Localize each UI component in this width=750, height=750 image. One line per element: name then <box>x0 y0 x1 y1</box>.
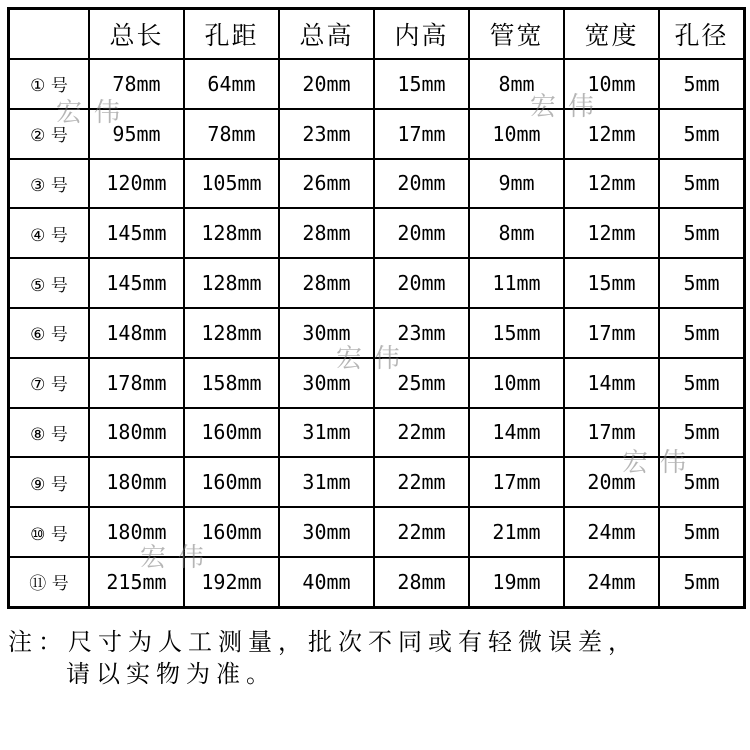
cell-hole-diameter: 5mm <box>659 109 744 159</box>
header-hole-spacing: 孔距 <box>184 9 279 59</box>
row-label: ⑦ 号 <box>9 358 89 408</box>
table-row <box>9 408 744 458</box>
cell-inner-height: 15mm <box>374 59 469 109</box>
cell-hole-spacing: 128mm <box>184 208 279 258</box>
cell-total-height: 28mm <box>279 258 374 308</box>
cell-tube-width: 15mm <box>469 308 564 358</box>
cell-width: 20mm <box>564 457 659 507</box>
cell-total-length: 145mm <box>89 258 184 308</box>
header-tube-width: 管宽 <box>469 9 564 59</box>
cell-inner-height: 22mm <box>374 408 469 458</box>
cell-inner-height: 28mm <box>374 557 469 607</box>
cell-tube-width: 10mm <box>469 109 564 159</box>
watermark: 宏伟 <box>140 543 217 573</box>
watermark: 宏伟 <box>622 448 699 478</box>
header-total-height: 总高 <box>279 9 374 59</box>
row-label: ⑤ 号 <box>9 258 89 308</box>
row-label: ② 号 <box>9 109 89 159</box>
cell-hole-spacing: 160mm <box>184 457 279 507</box>
cell-total-height: 30mm <box>279 308 374 358</box>
cell-inner-height: 22mm <box>374 507 469 557</box>
header-width: 宽度 <box>564 9 659 59</box>
cell-total-height: 28mm <box>279 208 374 258</box>
row-label: ⑨ 号 <box>9 457 89 507</box>
cell-width: 14mm <box>564 358 659 408</box>
watermark: 宏伟 <box>56 98 133 128</box>
cell-inner-height: 25mm <box>374 358 469 408</box>
cell-tube-width: 17mm <box>469 457 564 507</box>
cell-tube-width: 8mm <box>469 208 564 258</box>
table-row <box>9 557 744 607</box>
header-inner-height: 内高 <box>374 9 469 59</box>
cell-inner-height: 17mm <box>374 109 469 159</box>
table-row <box>9 59 744 109</box>
cell-hole-spacing: 128mm <box>184 308 279 358</box>
table-row <box>9 358 744 408</box>
cell-hole-diameter: 5mm <box>659 358 744 408</box>
watermark: 宏伟 <box>336 344 413 374</box>
cell-width: 12mm <box>564 208 659 258</box>
cell-width: 17mm <box>564 408 659 458</box>
cell-hole-diameter: 5mm <box>659 408 744 458</box>
cell-total-height: 20mm <box>279 59 374 109</box>
cell-tube-width: 9mm <box>469 159 564 209</box>
cell-hole-diameter: 5mm <box>659 507 744 557</box>
row-label: ⑥ 号 <box>9 308 89 358</box>
cell-width: 24mm <box>564 557 659 607</box>
cell-inner-height: 22mm <box>374 457 469 507</box>
table-row <box>9 109 744 159</box>
cell-inner-height: 23mm <box>374 308 469 358</box>
cell-hole-spacing: 160mm <box>184 507 279 557</box>
table-row <box>9 159 744 209</box>
table-row <box>9 258 744 308</box>
header-total-length: 总长 <box>89 9 184 59</box>
cell-tube-width: 14mm <box>469 408 564 458</box>
cell-total-height: 30mm <box>279 358 374 408</box>
cell-width: 12mm <box>564 109 659 159</box>
cell-hole-spacing: 160mm <box>184 408 279 458</box>
watermark: 宏伟 <box>530 92 607 122</box>
row-label: ③ 号 <box>9 159 89 209</box>
cell-total-height: 26mm <box>279 159 374 209</box>
row-label: ① 号 <box>9 59 89 109</box>
measurement-note <box>8 626 746 690</box>
cell-total-length: 145mm <box>89 208 184 258</box>
cell-total-length: 215mm <box>89 557 184 607</box>
cell-hole-diameter: 5mm <box>659 457 744 507</box>
cell-tube-width: 21mm <box>469 507 564 557</box>
header-corner <box>9 9 89 59</box>
cell-hole-spacing: 192mm <box>184 557 279 607</box>
cell-total-length: 180mm <box>89 507 184 557</box>
cell-tube-width: 8mm <box>469 59 564 109</box>
cell-width: 24mm <box>564 507 659 557</box>
table-row <box>9 208 744 258</box>
cell-total-height: 30mm <box>279 507 374 557</box>
cell-hole-diameter: 5mm <box>659 308 744 358</box>
cell-inner-height: 20mm <box>374 208 469 258</box>
note-line-1: 注：尺寸为人工测量，批次不同或有轻微误差， <box>8 628 638 656</box>
note-line-2: 请以实物为准。 <box>66 660 276 688</box>
cell-width: 17mm <box>564 308 659 358</box>
cell-total-height: 31mm <box>279 408 374 458</box>
row-label: ⑪ 号 <box>9 557 89 607</box>
table-row <box>9 507 744 557</box>
table-row <box>9 308 744 358</box>
cell-total-length: 78mm <box>89 59 184 109</box>
cell-hole-diameter: 5mm <box>659 208 744 258</box>
header-hole-diameter: 孔径 <box>659 9 744 59</box>
cell-hole-diameter: 5mm <box>659 557 744 607</box>
cell-tube-width: 19mm <box>469 557 564 607</box>
row-label: ⑩ 号 <box>9 507 89 557</box>
cell-total-length: 148mm <box>89 308 184 358</box>
row-label: ⑧ 号 <box>9 408 89 458</box>
cell-total-height: 40mm <box>279 557 374 607</box>
cell-inner-height: 20mm <box>374 258 469 308</box>
cell-total-length: 120mm <box>89 159 184 209</box>
cell-total-height: 31mm <box>279 457 374 507</box>
cell-total-length: 95mm <box>89 109 184 159</box>
cell-total-length: 180mm <box>89 457 184 507</box>
cell-hole-diameter: 5mm <box>659 159 744 209</box>
cell-width: 12mm <box>564 159 659 209</box>
cell-hole-spacing: 128mm <box>184 258 279 308</box>
cell-inner-height: 20mm <box>374 159 469 209</box>
cell-hole-spacing: 158mm <box>184 358 279 408</box>
cell-width: 10mm <box>564 59 659 109</box>
cell-hole-spacing: 64mm <box>184 59 279 109</box>
row-label: ④ 号 <box>9 208 89 258</box>
size-spec-table <box>8 8 745 608</box>
cell-tube-width: 10mm <box>469 358 564 408</box>
cell-total-height: 23mm <box>279 109 374 159</box>
cell-hole-diameter: 5mm <box>659 258 744 308</box>
cell-hole-spacing: 78mm <box>184 109 279 159</box>
table-row <box>9 457 744 507</box>
cell-total-length: 180mm <box>89 408 184 458</box>
table-header-row <box>9 9 744 59</box>
cell-width: 15mm <box>564 258 659 308</box>
cell-hole-diameter: 5mm <box>659 59 744 109</box>
cell-hole-spacing: 105mm <box>184 159 279 209</box>
cell-tube-width: 11mm <box>469 258 564 308</box>
cell-total-length: 178mm <box>89 358 184 408</box>
